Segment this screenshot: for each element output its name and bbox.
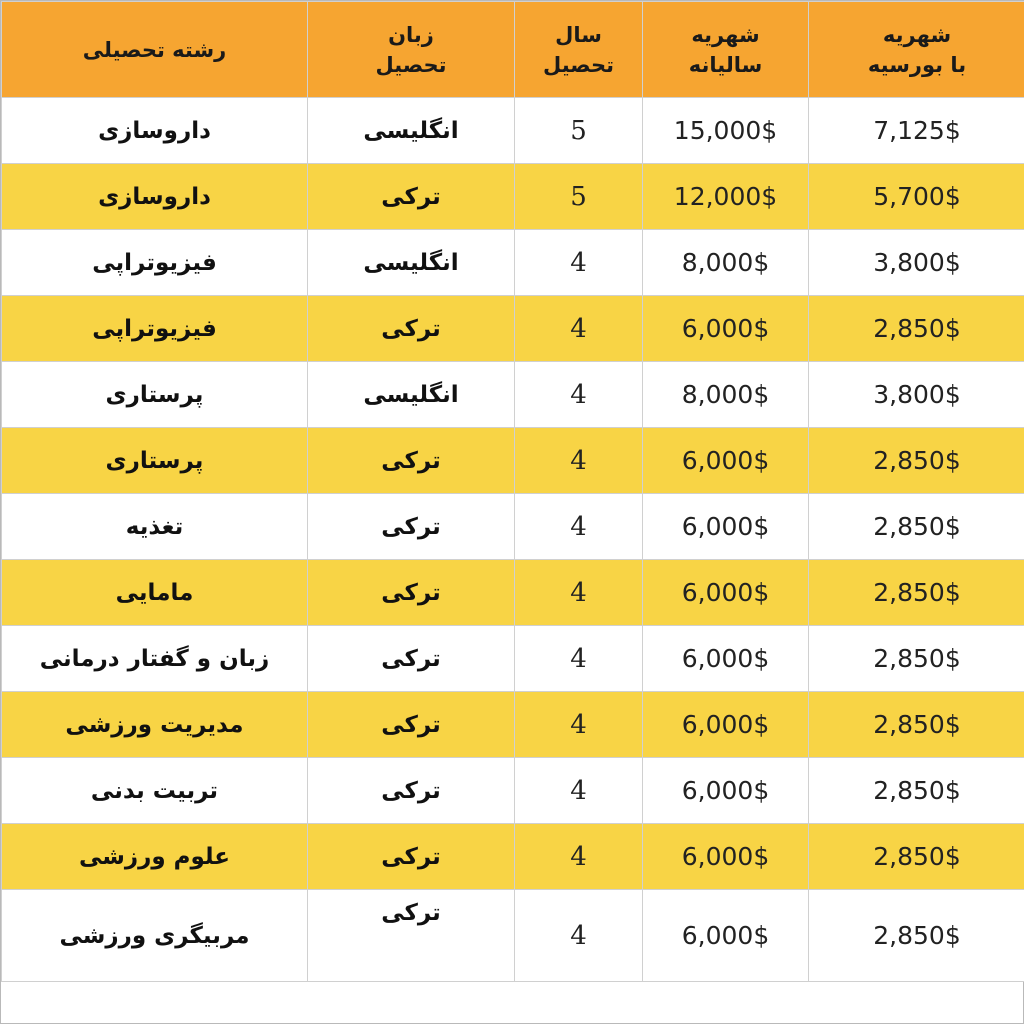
scholarship-fee-cell: 2,850$: [809, 494, 1024, 560]
language-cell: ترکی: [308, 560, 515, 626]
major-cell: تغذیه: [2, 494, 308, 560]
annual-fee-cell: 6,000$: [643, 296, 809, 362]
years-cell: 4: [515, 230, 643, 296]
scholarship-fee-cell: 3,800$: [809, 230, 1024, 296]
major-cell: داروسازی: [2, 164, 308, 230]
header-years-line2: تحصیل: [542, 52, 615, 77]
header-years: [515, 2, 643, 98]
header-language-line2: تحصیل: [375, 52, 447, 77]
scholarship-fee-cell: 3,800$: [809, 362, 1024, 428]
language-cell: ترکی: [308, 758, 515, 824]
years-cell: 4: [515, 560, 643, 626]
language-cell: ترکی: [308, 626, 515, 692]
language-cell: ترکی: [308, 824, 515, 890]
language-cell: ترکی: [308, 296, 515, 362]
language-cell: انگلیسی: [308, 230, 515, 296]
table-row: [2, 626, 1024, 692]
scholarship-fee-cell: 2,850$: [809, 890, 1024, 982]
scholarship-fee-cell: 2,850$: [809, 626, 1024, 692]
annual-fee-cell: 6,000$: [643, 758, 809, 824]
annual-fee-cell: 6,000$: [643, 890, 809, 982]
table-row: [2, 692, 1024, 758]
annual-fee-cell: 6,000$: [643, 626, 809, 692]
scholarship-fee-cell: 2,850$: [809, 758, 1024, 824]
scholarship-fee-cell: 7,125$: [809, 98, 1024, 164]
header-fee-line1: شهریه: [691, 22, 760, 47]
major-cell: پرستاری: [2, 428, 308, 494]
header-major-label: رشته تحصیلی: [82, 37, 227, 62]
years-cell: 4: [515, 626, 643, 692]
major-cell: مامایی: [2, 560, 308, 626]
table-row: [2, 494, 1024, 560]
major-cell: فیزیوتراپی: [2, 230, 308, 296]
language-cell: ترکی: [308, 890, 515, 982]
annual-fee-cell: 6,000$: [643, 824, 809, 890]
scholarship-fee-cell: 5,700$: [809, 164, 1024, 230]
major-cell: تربیت بدنی: [2, 758, 308, 824]
header-scholarship-fee: [809, 2, 1024, 98]
table-row: [2, 296, 1024, 362]
annual-fee-cell: 6,000$: [643, 494, 809, 560]
language-cell: انگلیسی: [308, 98, 515, 164]
years-cell: 4: [515, 758, 643, 824]
major-cell: فیزیوتراپی: [2, 296, 308, 362]
header-fee-line2: سالیانه: [688, 52, 763, 77]
years-cell: 4: [515, 494, 643, 560]
language-cell: ترکی: [308, 692, 515, 758]
header-major: [2, 2, 308, 98]
years-cell: 4: [515, 824, 643, 890]
header-language: [308, 2, 515, 98]
major-cell: زبان و گفتار درمانی: [2, 626, 308, 692]
header-language-line1: زبان: [388, 22, 434, 47]
years-cell: 5: [515, 164, 643, 230]
major-cell: مربیگری ورزشی: [2, 890, 308, 982]
years-cell: 4: [515, 890, 643, 982]
years-cell: 4: [515, 362, 643, 428]
table-row: [2, 758, 1024, 824]
tuition-table: [1, 1, 1024, 982]
language-cell: ترکی: [308, 494, 515, 560]
language-cell: انگلیسی: [308, 362, 515, 428]
scholarship-fee-cell: 2,850$: [809, 560, 1024, 626]
scholarship-fee-cell: 2,850$: [809, 428, 1024, 494]
table-row: [2, 428, 1024, 494]
years-cell: 5: [515, 98, 643, 164]
table-row: [2, 164, 1024, 230]
years-cell: 4: [515, 296, 643, 362]
annual-fee-cell: 12,000$: [643, 164, 809, 230]
table-row: [2, 362, 1024, 428]
annual-fee-cell: 6,000$: [643, 560, 809, 626]
annual-fee-cell: 8,000$: [643, 230, 809, 296]
header-scholarship-line1: شهریه: [882, 22, 952, 47]
years-cell: 4: [515, 692, 643, 758]
language-cell: ترکی: [308, 164, 515, 230]
annual-fee-cell: 6,000$: [643, 692, 809, 758]
major-cell: داروسازی: [2, 98, 308, 164]
annual-fee-cell: 8,000$: [643, 362, 809, 428]
major-cell: مدیریت ورزشی: [2, 692, 308, 758]
major-cell: علوم ورزشی: [2, 824, 308, 890]
annual-fee-cell: 15,000$: [643, 98, 809, 164]
years-cell: 4: [515, 428, 643, 494]
scholarship-fee-cell: 2,850$: [809, 692, 1024, 758]
scholarship-fee-cell: 2,850$: [809, 824, 1024, 890]
annual-fee-cell: 6,000$: [643, 428, 809, 494]
table-row: [2, 824, 1024, 890]
table-row: [2, 230, 1024, 296]
header-years-line1: سال: [555, 22, 602, 47]
scholarship-fee-cell: 2,850$: [809, 296, 1024, 362]
header-scholarship-line2: با بورسیه: [867, 52, 967, 77]
header-annual-fee: [643, 2, 809, 98]
table-row: [2, 890, 1024, 982]
major-cell: پرستاری: [2, 362, 308, 428]
table-header-row: [2, 2, 1024, 98]
language-cell: ترکی: [308, 428, 515, 494]
table-row: [2, 560, 1024, 626]
table-row: [2, 98, 1024, 164]
